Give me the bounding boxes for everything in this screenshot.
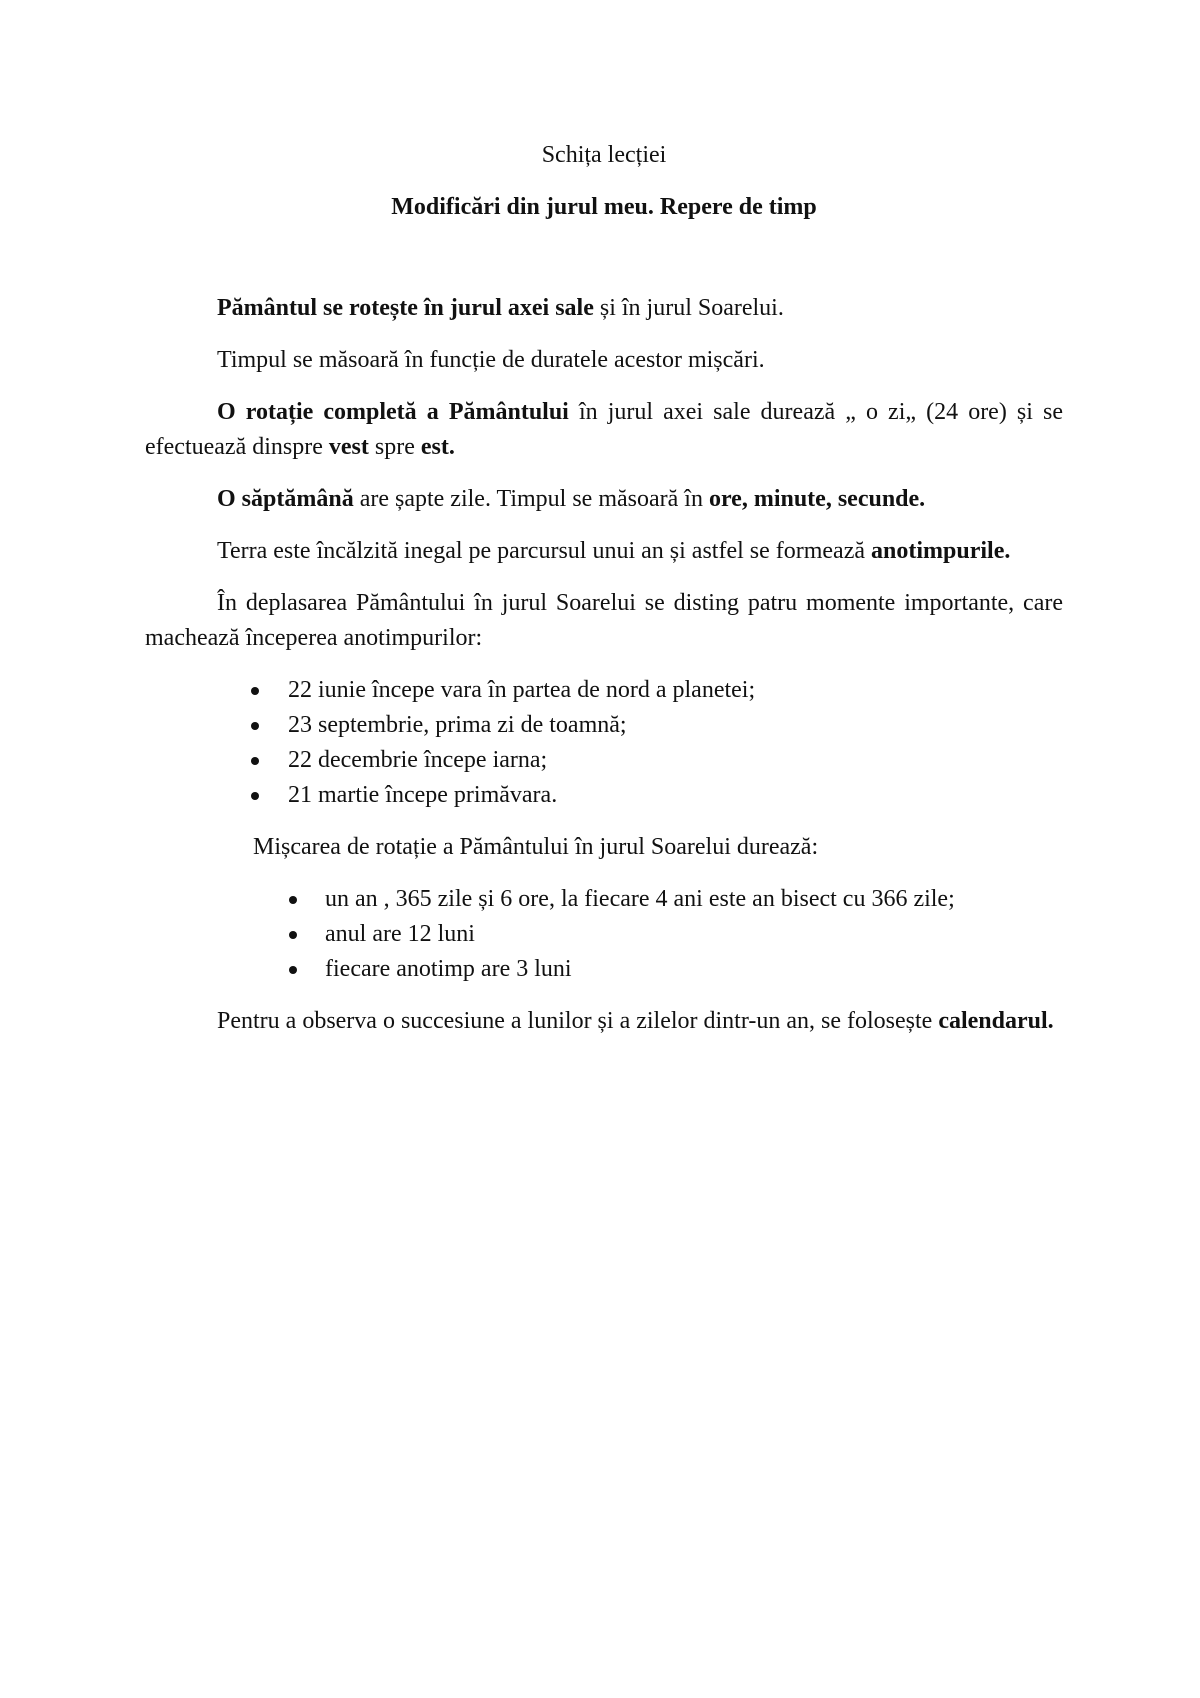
bullet-icon [251, 687, 259, 695]
list-item [145, 708, 1063, 743]
bullet-icon [251, 757, 259, 765]
list-item-text: 22 decembrie începe iarna; [288, 747, 548, 773]
bullet-icon [289, 931, 297, 939]
paragraph-bold-text: ore, minute, secunde. [708, 486, 926, 512]
seasons-start-list [145, 673, 1063, 813]
paragraph-full-rotation [145, 395, 1063, 465]
paragraph-text: are șapte zile. Timpul se măsoară în [353, 486, 709, 512]
paragraph-bold-text: Pământul se rotește în jurul axei sale [217, 295, 594, 321]
list-item-text: anul are 12 luni [325, 921, 475, 947]
paragraph-text: în jurul axei sale durează „ o zi„ (24 ore) și se efectuează dinspre [145, 399, 1063, 460]
document-subtitle: Modificări din jurul meu. Repere de timp [391, 194, 817, 220]
list-item [145, 673, 1063, 708]
list-item [145, 952, 1063, 987]
bullet-icon [289, 966, 297, 974]
paragraph-bold-text: anotimpurile. [871, 538, 1011, 564]
year-facts-list [145, 882, 1063, 987]
paragraph-time-measure: Timpul se măsoară în funcție de duratele acestor mișcări. [217, 347, 765, 373]
bullet-icon [251, 722, 259, 730]
paragraph-bold-text: O săptămână [217, 486, 354, 512]
paragraph-week [145, 482, 1063, 517]
bullet-icon [251, 792, 259, 800]
paragraph-bold-text: vest [328, 434, 369, 460]
paragraph-text: Terra este încălzită inegal pe parcursul unui an și astfel se formează [217, 538, 872, 564]
paragraph-text: și în jurul Soarelui. [593, 295, 784, 321]
list-item-text: fiecare anotimp are 3 luni [325, 956, 572, 982]
list-item [145, 778, 1063, 813]
paragraph-text: spre [368, 434, 421, 460]
list-item-text: 22 iunie începe vara în partea de nord a planetei; [288, 677, 756, 703]
paragraph-text: Pentru a observa o succesiune a lunilor și a zilelor dintr-un an, se folosește [217, 1008, 939, 1034]
paragraph-calendar [145, 1004, 1063, 1039]
paragraph-revolution-intro: Mișcarea de rotație a Pământului în jurul Soarelui durează: [253, 834, 819, 860]
document-content [145, 138, 1063, 1039]
list-item [145, 882, 1063, 917]
list-item-text: 23 septembrie, prima zi de toamnă; [288, 712, 627, 738]
paragraph-four-moments: În deplasarea Pământului în jurul Soarelui se disting patru momente importante, care machează începerea anotimpurilor: [145, 590, 1063, 651]
list-item-text: 21 martie începe primăvara. [288, 782, 558, 808]
document-title: Schița lecției [541, 142, 667, 168]
paragraph-earth-rotation [145, 291, 1063, 326]
list-item [145, 917, 1063, 952]
list-item [145, 743, 1063, 778]
paragraph-bold-text: est. [420, 434, 455, 460]
paragraph-bold-text: O rotație completă a Pământului [217, 399, 569, 425]
list-item-text: un an , 365 zile și 6 ore, la fiecare 4 ani este an bisect cu 366 zile; [325, 886, 955, 912]
paragraph-bold-text: calendarul. [938, 1008, 1054, 1034]
paragraph-seasons [145, 534, 1063, 569]
bullet-icon [289, 896, 297, 904]
